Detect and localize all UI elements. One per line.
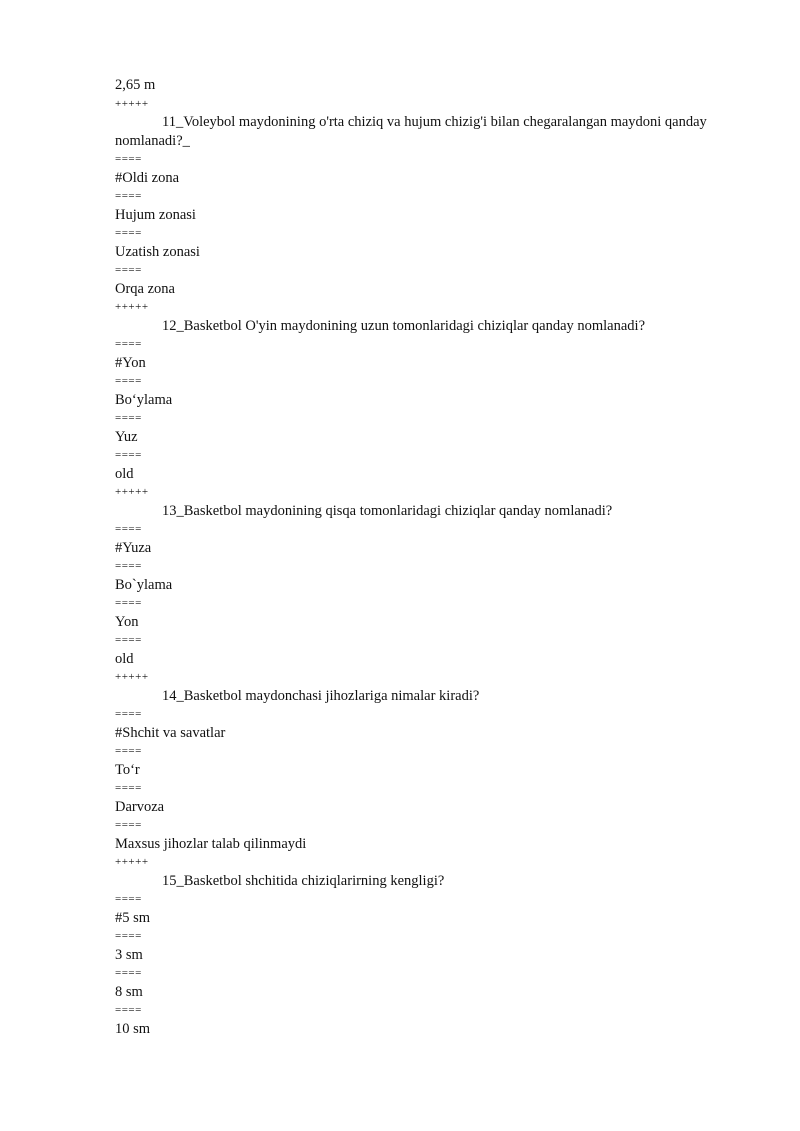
answer-text: #Yon: [115, 354, 146, 371]
answer-text: #Shchit va savatlar: [115, 724, 226, 741]
answer-text: 3 sm: [115, 946, 143, 963]
answer-text: #5 sm: [115, 909, 151, 926]
answer-text: 2,65 m: [115, 77, 156, 93]
answer-text: #Yuza: [115, 539, 152, 556]
answer-text: Yuz: [115, 428, 138, 445]
answer-separator: ====: [115, 227, 142, 239]
question-separator: +++++: [115, 856, 149, 868]
answer-text: Bo‘ylama: [115, 391, 173, 408]
answer-separator: ====: [115, 708, 142, 720]
answer-separator: ====: [115, 967, 142, 979]
answer-separator: ====: [115, 153, 142, 165]
answer-text: Orqa zona: [115, 280, 175, 297]
answer-separator: ====: [115, 893, 142, 905]
answer-separator: ====: [115, 412, 142, 424]
answer-separator: ====: [115, 375, 142, 387]
answer-separator: ====: [115, 449, 142, 461]
answer-text: 10 sm: [115, 1020, 151, 1037]
answer-separator: ====: [115, 190, 142, 202]
answer-text: Darvoza: [115, 798, 165, 815]
answer-text: 8 sm: [115, 983, 143, 1000]
answer-text: Maxsus jihozlar talab qilinmaydi: [115, 835, 307, 852]
answer-text: Yon: [115, 613, 139, 630]
answer-separator: ====: [115, 745, 142, 757]
question-separator: +++++: [115, 486, 149, 498]
answer-text: Bo`ylama: [115, 576, 173, 593]
question-text: 13_Basketbol maydonining qisqa tomonlaridagi chiziqlar qanday nomlanadi?: [162, 502, 613, 519]
answer-text: Hujum zonasi: [115, 206, 196, 223]
answer-separator: ====: [115, 560, 142, 572]
question-text: 14_Basketbol maydonchasi jihozlariga nimalar kiradi?: [162, 687, 480, 704]
answer-text: #Oldi zona: [115, 169, 180, 186]
answer-separator: ====: [115, 597, 142, 609]
answer-text: Uzatish zonasi: [115, 243, 200, 260]
answer-separator: ====: [115, 264, 142, 276]
answer-text: old: [115, 465, 134, 482]
answer-separator: ====: [115, 338, 142, 350]
question-text: 15_Basketbol shchitida chiziqlarirning kengligi?: [162, 872, 445, 889]
answer-separator: ====: [115, 930, 142, 942]
question-separator: +++++: [115, 97, 149, 110]
answer-separator: ====: [115, 523, 142, 535]
answer-text: To‘r: [115, 761, 140, 778]
answer-text: old: [115, 650, 134, 667]
question-text: 12_Basketbol O'yin maydonining uzun tomonlaridagi chiziqlar qanday nomlanadi?: [162, 317, 646, 334]
answer-separator: ====: [115, 634, 142, 646]
answer-separator: ====: [115, 1004, 142, 1016]
question-separator: +++++: [115, 301, 149, 313]
answer-separator: ====: [115, 819, 142, 831]
question-text: 11_Voleybol maydonining o'rta chiziq va hujum chizig'i bilan chegaralangan maydoni qanday nomlanadi?_: [115, 114, 707, 149]
answer-separator: ====: [115, 782, 142, 794]
document-page: [115, 76, 735, 1038]
question-separator: +++++: [115, 671, 149, 683]
